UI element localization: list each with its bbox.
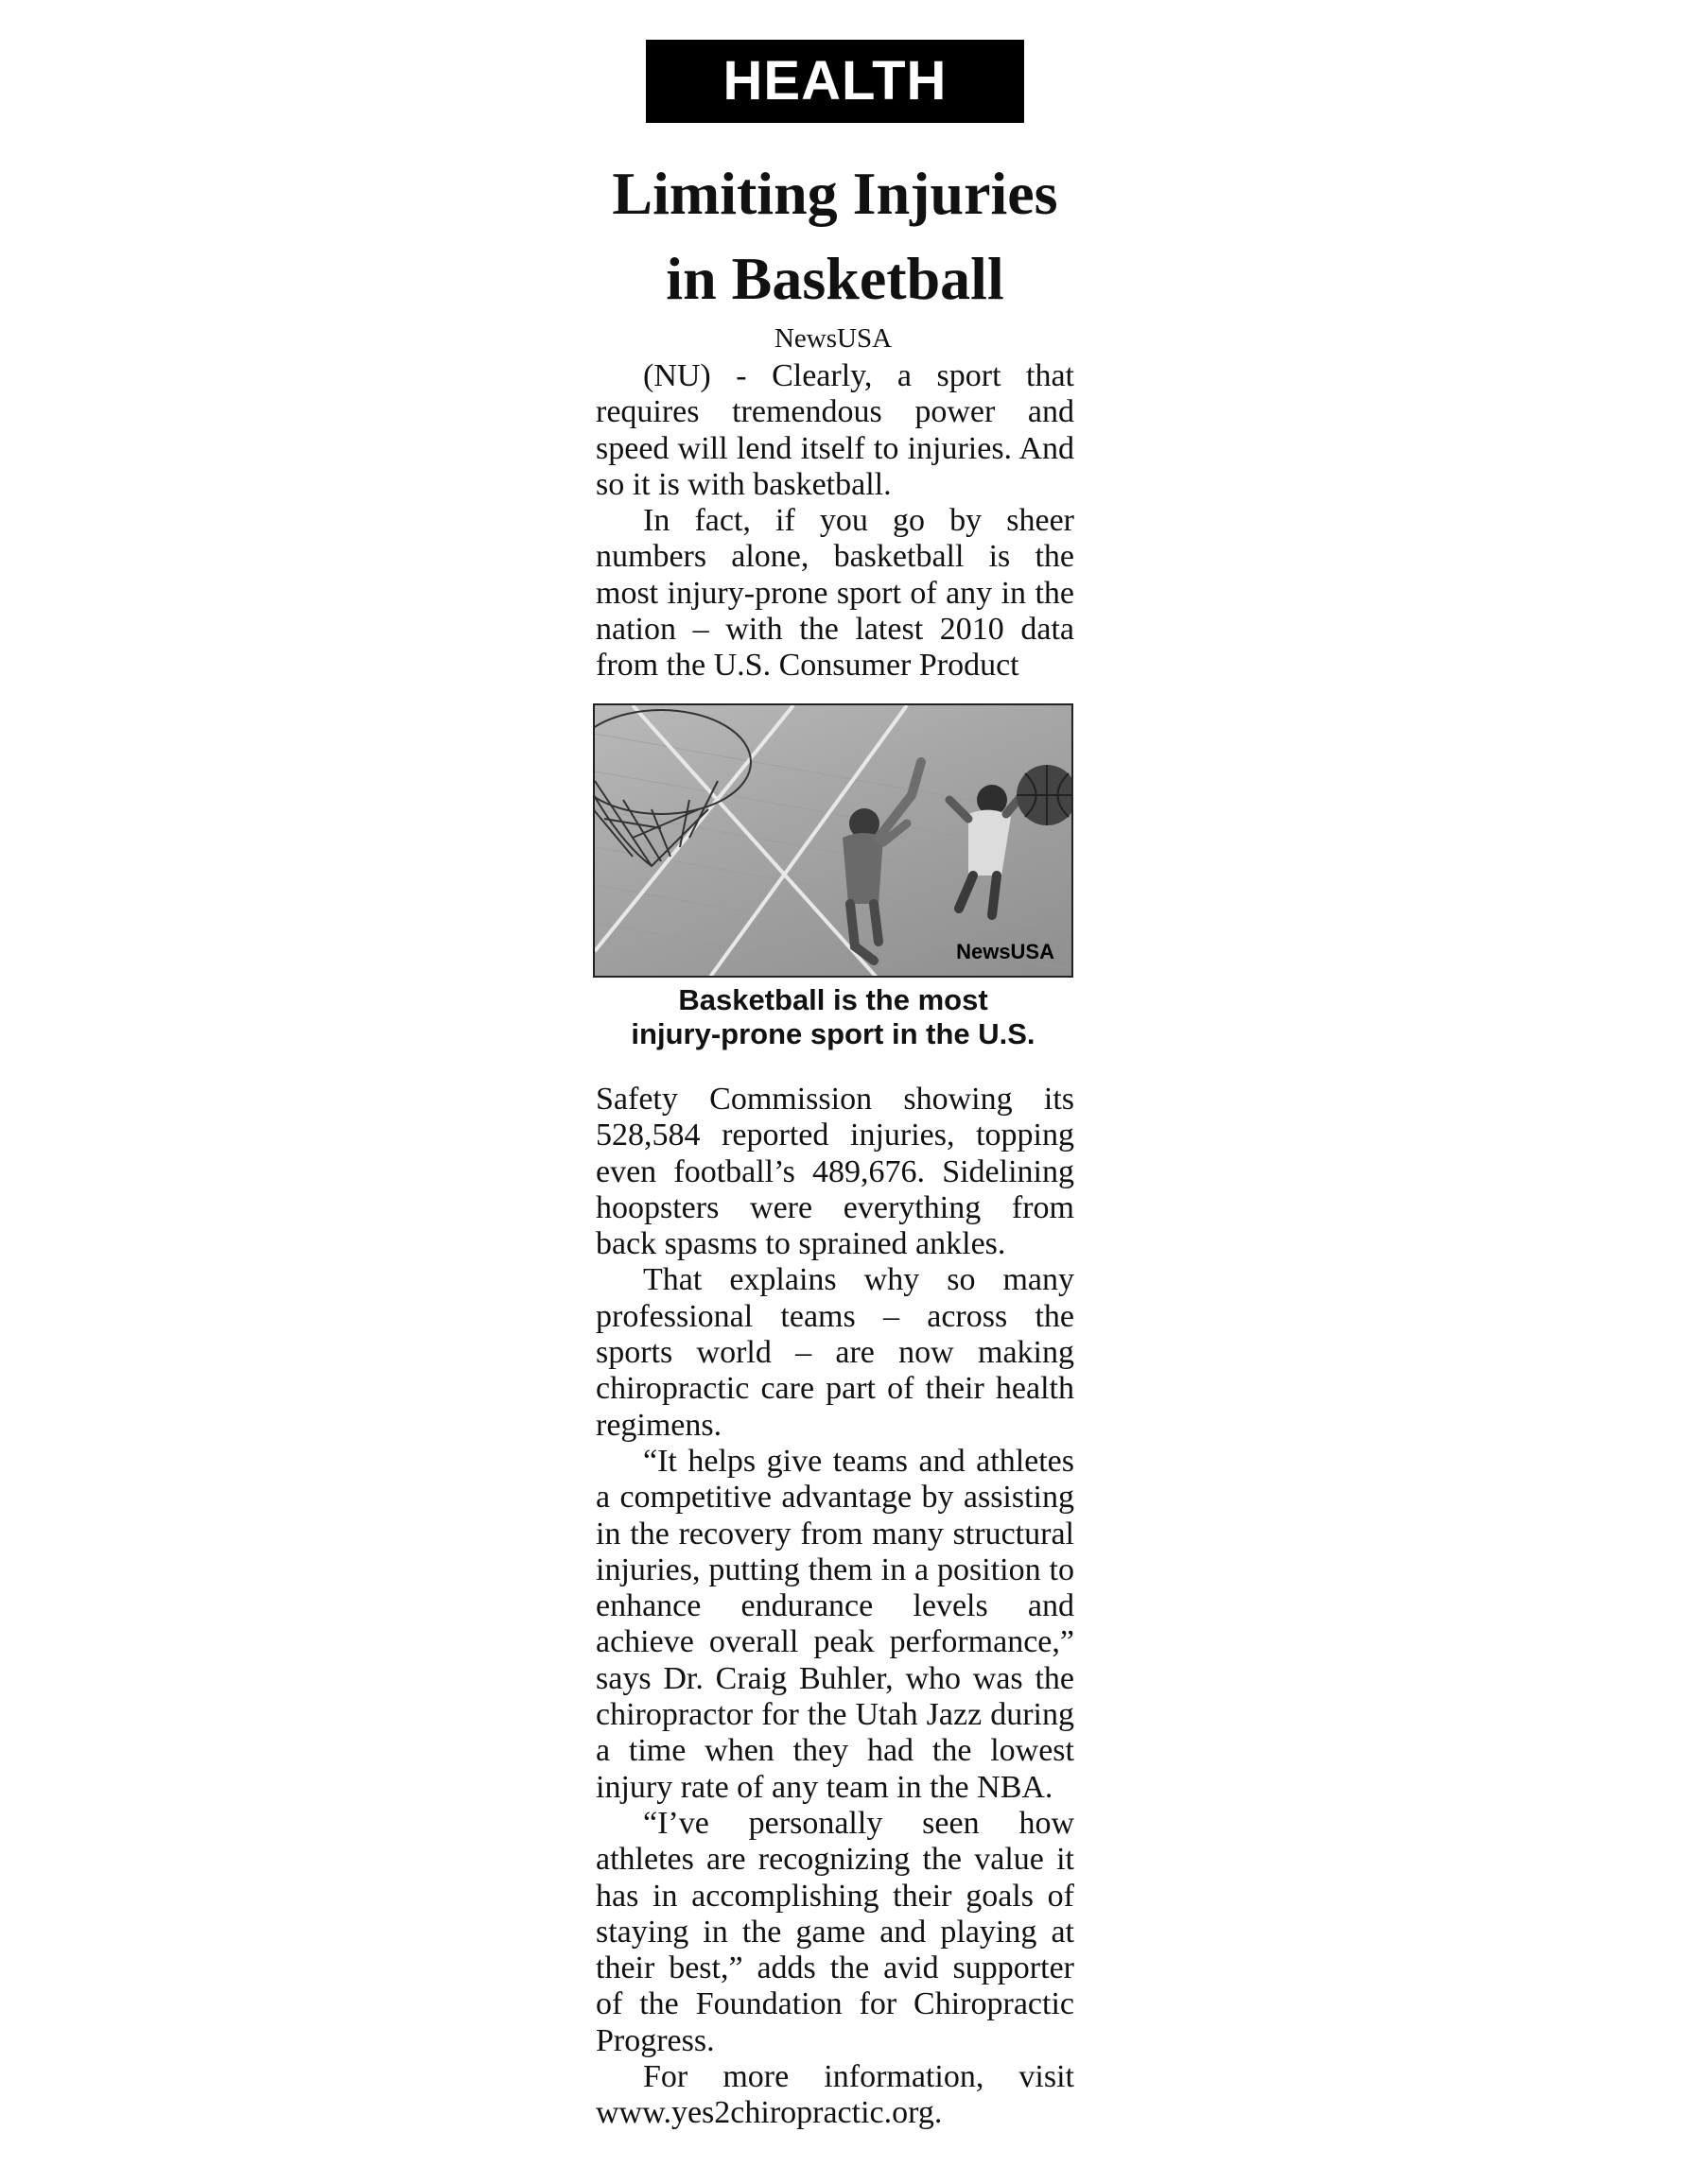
basketball-icon [1017, 765, 1073, 825]
paragraph-4: That explains why so many professional teams – across the sports world – are now making chiropractic care part of their health regimens. [596, 1262, 1074, 1443]
basketball-photo [593, 703, 1073, 978]
photo-credit: NewsUSA [956, 940, 1054, 963]
caption-line-1: Basketball is the most [678, 983, 988, 1016]
paragraph-6: “I’ve personally seen how athletes are recognizing the value it has in accomplishing their goals of staying in the game and playing at their best,” adds the avid supporter of the Foundation for Chiropractic Progress. [596, 1805, 1074, 2058]
headline-line-2: in Basketball [666, 245, 1004, 312]
headline-line-1: Limiting Injuries [612, 160, 1058, 227]
byline: NewsUSA [774, 323, 893, 354]
article-body-bottom [596, 1082, 1074, 2132]
defender-figure [843, 762, 921, 961]
headline [567, 151, 1103, 321]
caption-line-2: injury-prone sport in the U.S. [631, 1017, 1035, 1050]
article-body-top [596, 358, 1074, 685]
paragraph-7: For more information, visit www.yes2chiropractic.org. [596, 2059, 1074, 2131]
paragraph-5: “It helps give teams and athletes a competitive advantage by assisting in the recovery from many structural injuries, putting them in a position to enhance endurance levels and achieve overall peak performance,” says Dr. Craig Buhler, who was the chiropractor for the Utah Jazz during a time when they had the lowest injury rate of any team in the NBA. [596, 1443, 1074, 1805]
photo-caption [586, 983, 1080, 1051]
basketball-scene-illustration [595, 705, 1073, 978]
paragraph-2: In fact, if you go by sheer numbers alone, basketball is the most injury-prone sport of any in the nation – with the latest 2010 data from the U.S. Consumer Product [596, 503, 1074, 684]
section-banner: HEALTH [646, 40, 1024, 123]
paragraph-3: Safety Commission showing its 528,584 reported injuries, topping even football’s 489,676. Sidelining hoopsters were everything from back spasms to sprained ankles. [596, 1082, 1074, 1262]
paragraph-1: (NU) - Clearly, a sport that requires tremendous power and speed will lend itself to injuries. And so it is with basketball. [596, 358, 1074, 502]
